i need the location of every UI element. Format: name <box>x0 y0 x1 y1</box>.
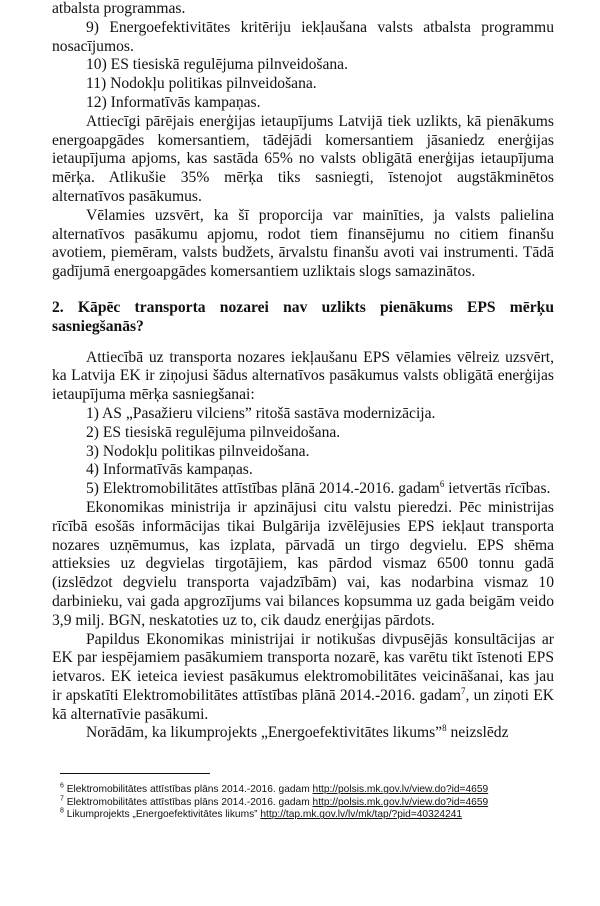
list-item-11: 11) Nodokļu politikas pilnveidošana. <box>86 75 317 93</box>
footnote-link[interactable]: http://polsis.mk.gov.lv/view.do?id=4659 <box>312 796 489 808</box>
footnote-ref-8[interactable]: 8 <box>442 723 447 734</box>
paragraph-other-countries: Ekonomikas ministrija ir apzinājusi citu valstu pieredzi. Pēc ministrijas rīcībā esošās informācijas tikai Bulgārija izvēlējusies EPS iekļaut transporta nozares uzņēmumus, kas izplata, pārvadā un tirgo degvielu. EPS shēma attieksies uz degvielas tirgotājiem, kas pārdod vismaz 6500 tonnu gadā (izslēdzot degvielu transporta vajadzībām) vai, kas nodarbina vismaz 10 darbinieku, vai gada apgrozījums vai bilances kopsumma uz gada beigām veido 3,9 milj. BGN, neskatoties uz to, cik daudz enerģijas pārdots. <box>52 498 554 629</box>
footnote-ref-7[interactable]: 7 <box>461 685 466 696</box>
measure-item-1: 1) AS „Pasažieru vilciens” ritošā sastāva modernizācija. <box>86 404 436 422</box>
measure-item-5 <box>52 480 554 499</box>
footnote-text: Likumprojekts „Energoefektivitātes likums” <box>66 809 261 821</box>
measure-item-5-text: 5) Elektromobilitātes attīstības plānā 2014.-2016. gadam <box>86 480 440 498</box>
footnote-number: 8 <box>60 808 64 816</box>
measure-item-4: 4) Informatīvās kampaņas. <box>86 461 253 479</box>
paragraph-continuation: atbalsta programmas. <box>52 0 186 17</box>
measure-item-3: 3) Nodokļu politikas pilnveidošana. <box>86 442 310 460</box>
footnote-7 <box>52 797 554 810</box>
paragraph-energy-savings: Attiecīgi pārējais enerģijas ietaupījums Latvijā tiek uzlikts, kā pienākums energoapgādes komersantiem, tādējādi komersantiem jāsaniedz enerģijas ietaupījuma apjoms, kas sastāda 65% no valsts obligātā enerģijas ietaupījuma mērķa. Atlikušie 35% mērķa tiks sasniegti, īstenojot augstākminētos alternatīvos pasākumus. <box>52 112 554 205</box>
footnote-8 <box>52 809 554 822</box>
draft-law-text: Norādām, ka likumprojekts „Energoefektivitātes likums” <box>86 724 443 742</box>
paragraph-consultations <box>52 631 554 725</box>
footnote-link[interactable]: http://tap.mk.gov.lv/lv/mk/tap/?pid=40324241 <box>260 809 463 821</box>
list-item-12: 12) Informatīvās kampaņas. <box>86 93 261 111</box>
draft-law-tail: neizslēdz <box>446 724 509 742</box>
consultations-text: Papildus Ekonomikas ministrijai ir notikušas divpusējās konsultācijas ar EK par iespējamiem pasākumiem transporta nozarē, kas varētu tikt īstenoti EPS ietvaros. EK ieteica ieviest pasākumus elektromobilitātes veicināšanai, kas jau ir apskatīti Elektromobilitātes attīstības plānā 2014.-2016. gadam <box>52 630 554 704</box>
section-heading: 2. Kāpēc transporta nozarei nav uzlikts pienākums EPS mērķu sasniegšanās? <box>52 298 554 335</box>
list-item-10: 10) ES tiesiskā regulējuma pilnveidošana. <box>86 56 349 74</box>
measure-item-2: 2) ES tiesiskā regulējuma pilnveidošana. <box>86 423 341 441</box>
footnote-text: Elektromobilitātes attīstības plāns 2014.-2016. gadam <box>66 796 313 808</box>
footnote-ref-6[interactable]: 6 <box>439 478 445 489</box>
paragraph-draft-law <box>52 724 554 743</box>
footnote-separator <box>60 773 210 774</box>
paragraph-transport-inclusion: Attiecībā uz transporta nozares iekļaušanu EPS vēlamies vēlreiz uzsvērt, ka Latvija EK ir ziņojusi šādus alternatīvos pasākumus valsts obligātā enerģijas ietaupījuma mērķa sasniegšanai: <box>52 348 554 404</box>
footnote-number: 6 <box>60 782 64 790</box>
footnote-link[interactable]: http://polsis.mk.gov.lv/view.do?id=4659 <box>312 784 489 796</box>
footnote-text: Elektromobilitātes attīstības plāns 2014.-2016. gadam <box>66 784 313 796</box>
list-item-9: 9) Energoefektivitātes kritēriju iekļaušana valsts atbalsta programmu nosacījumos. <box>52 18 554 55</box>
paragraph-proportion: Vēlamies uzsvērt, ka šī proporcija var mainīties, ja valsts palielina alternatīvos pasākumu apjomu, rodot tiem finansējumu no citiem finanšu avotiem, piemēram, valsts budžets, ārvalstu finanšu avoti vai instrumenti. Tādā gadījumā energoapgādes komersantiem uzliktais slogs samazinātos. <box>52 206 554 281</box>
consultations-tail: , un ziņoti EK kā alternatīvie pasākumi. <box>52 686 554 723</box>
footnote-number: 7 <box>60 795 64 803</box>
footnote-6 <box>52 784 554 797</box>
measure-item-5-tail: ietvertās rīcības. <box>444 480 551 498</box>
